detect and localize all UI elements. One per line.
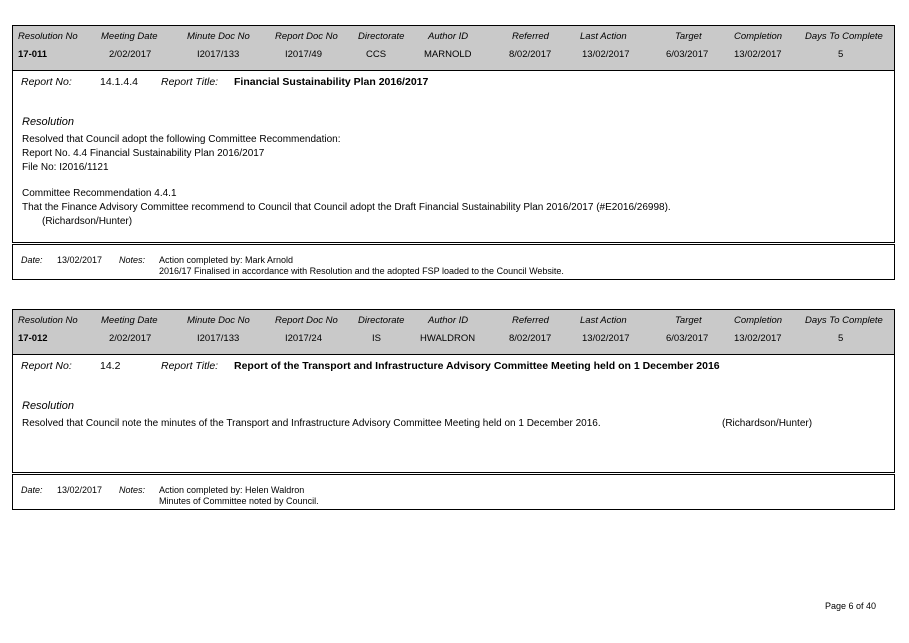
- resolution-text-line: Resolved that Council note the minutes of the Transport and Infrastructure Advisory Committee Meeting held on 1 December 2016.: [22, 418, 601, 429]
- col-last-action-label: Last Action: [580, 315, 627, 326]
- notes-line: Minutes of Committee noted by Council.: [159, 496, 319, 506]
- notes-line: Action completed by: Helen Waldron: [159, 485, 305, 495]
- minute-doc-no: I2017/133: [197, 49, 240, 60]
- record-action-footer: [12, 244, 895, 280]
- notes-label: Notes:: [119, 255, 146, 265]
- report-title-label: Report Title:: [161, 76, 219, 88]
- action-date: 13/02/2017: [57, 255, 103, 265]
- completion-date: 13/02/2017: [734, 49, 782, 60]
- last-action-date: 13/02/2017: [582, 333, 630, 344]
- col-completion-label: Completion: [734, 315, 783, 326]
- date-label: Date:: [21, 255, 43, 265]
- col-author-id-label: Author ID: [428, 315, 469, 326]
- report-no: 14.2: [100, 360, 121, 372]
- report-doc-no: I2017/49: [285, 49, 322, 60]
- action-date: 13/02/2017: [57, 485, 103, 495]
- col-resolution-no-label: Resolution No: [18, 31, 78, 42]
- resolution-no: 17-011: [18, 49, 48, 60]
- col-author-id-label: Author ID: [428, 31, 469, 42]
- report-doc-no: I2017/24: [285, 333, 322, 344]
- resolution-text-line: Report No. 4.4 Financial Sustainability Plan 2016/2017: [22, 148, 265, 159]
- col-target-label: Target: [675, 315, 702, 326]
- resolution-record: [12, 25, 895, 280]
- col-days-label: Days To Complete: [805, 315, 883, 326]
- completion-date: 13/02/2017: [734, 333, 782, 344]
- resolution-no: 17-012: [18, 333, 48, 344]
- resolution-text-line: Resolved that Council adopt the following Committee Recommendation:: [22, 134, 341, 145]
- col-meeting-date-label: Meeting Date: [101, 31, 158, 42]
- resolution-text-line: File No: I2016/1121: [22, 162, 109, 173]
- col-resolution-no-label: Resolution No: [18, 315, 78, 326]
- col-days-label: Days To Complete: [805, 31, 883, 42]
- col-referred-label: Referred: [512, 31, 549, 42]
- col-directorate-label: Directorate: [358, 31, 405, 42]
- report-no: 14.1.4.4: [100, 76, 138, 88]
- report-title-label: Report Title:: [161, 360, 219, 372]
- record-body: [12, 354, 895, 473]
- record-header: [12, 25, 895, 71]
- author-id: HWALDRON: [420, 333, 476, 344]
- col-target-label: Target: [675, 31, 702, 42]
- mover-seconder: (Richardson/Hunter): [42, 216, 133, 227]
- directorate: CCS: [366, 49, 387, 60]
- resolution-heading: Resolution: [22, 116, 74, 128]
- days-to-complete: 5: [838, 333, 844, 344]
- report-no-label: Report No:: [21, 360, 72, 372]
- col-minute-doc-label: Minute Doc No: [187, 315, 250, 326]
- col-meeting-date-label: Meeting Date: [101, 315, 158, 326]
- page-number: Page 6 of 40: [825, 601, 877, 611]
- resolution-heading: Resolution: [22, 400, 74, 412]
- report-title: Report of the Transport and Infrastructure Advisory Committee Meeting held on 1 December 2016: [234, 360, 720, 372]
- minute-doc-no: I2017/133: [197, 333, 240, 344]
- last-action-date: 13/02/2017: [582, 49, 630, 60]
- col-completion-label: Completion: [734, 31, 783, 42]
- notes-line: 2016/17 Finalised in accordance with Resolution and the adopted FSP loaded to the Council Website.: [159, 266, 564, 276]
- report-no-label: Report No:: [21, 76, 72, 88]
- resolution-record: [12, 309, 895, 511]
- col-report-doc-label: Report Doc No: [275, 31, 338, 42]
- record-action-footer: [12, 474, 895, 510]
- author-id: MARNOLD: [424, 49, 472, 60]
- meeting-date: 2/02/2017: [109, 333, 152, 344]
- col-referred-label: Referred: [512, 315, 549, 326]
- referred-date: 8/02/2017: [509, 49, 552, 60]
- col-last-action-label: Last Action: [580, 31, 627, 42]
- days-to-complete: 5: [838, 49, 844, 60]
- record-body: [12, 70, 895, 243]
- notes-label: Notes:: [119, 485, 146, 495]
- resolution-text-line: Committee Recommendation 4.4.1: [22, 188, 177, 199]
- col-minute-doc-label: Minute Doc No: [187, 31, 250, 42]
- target-date: 6/03/2017: [666, 49, 709, 60]
- mover-seconder: (Richardson/Hunter): [722, 418, 813, 429]
- meeting-date: 2/02/2017: [109, 49, 152, 60]
- col-directorate-label: Directorate: [358, 315, 405, 326]
- date-label: Date:: [21, 485, 43, 495]
- resolution-text-line: That the Finance Advisory Committee recommend to Council that Council adopt the Draft Financial Sustainability Plan 2016/2017 (#E2016/26998).: [22, 202, 671, 213]
- col-report-doc-label: Report Doc No: [275, 315, 338, 326]
- report-title: Financial Sustainability Plan 2016/2017: [234, 76, 429, 88]
- record-header: [12, 309, 895, 355]
- referred-date: 8/02/2017: [509, 333, 552, 344]
- target-date: 6/03/2017: [666, 333, 709, 344]
- notes-line: Action completed by: Mark Arnold: [159, 255, 294, 265]
- directorate: IS: [372, 333, 381, 344]
